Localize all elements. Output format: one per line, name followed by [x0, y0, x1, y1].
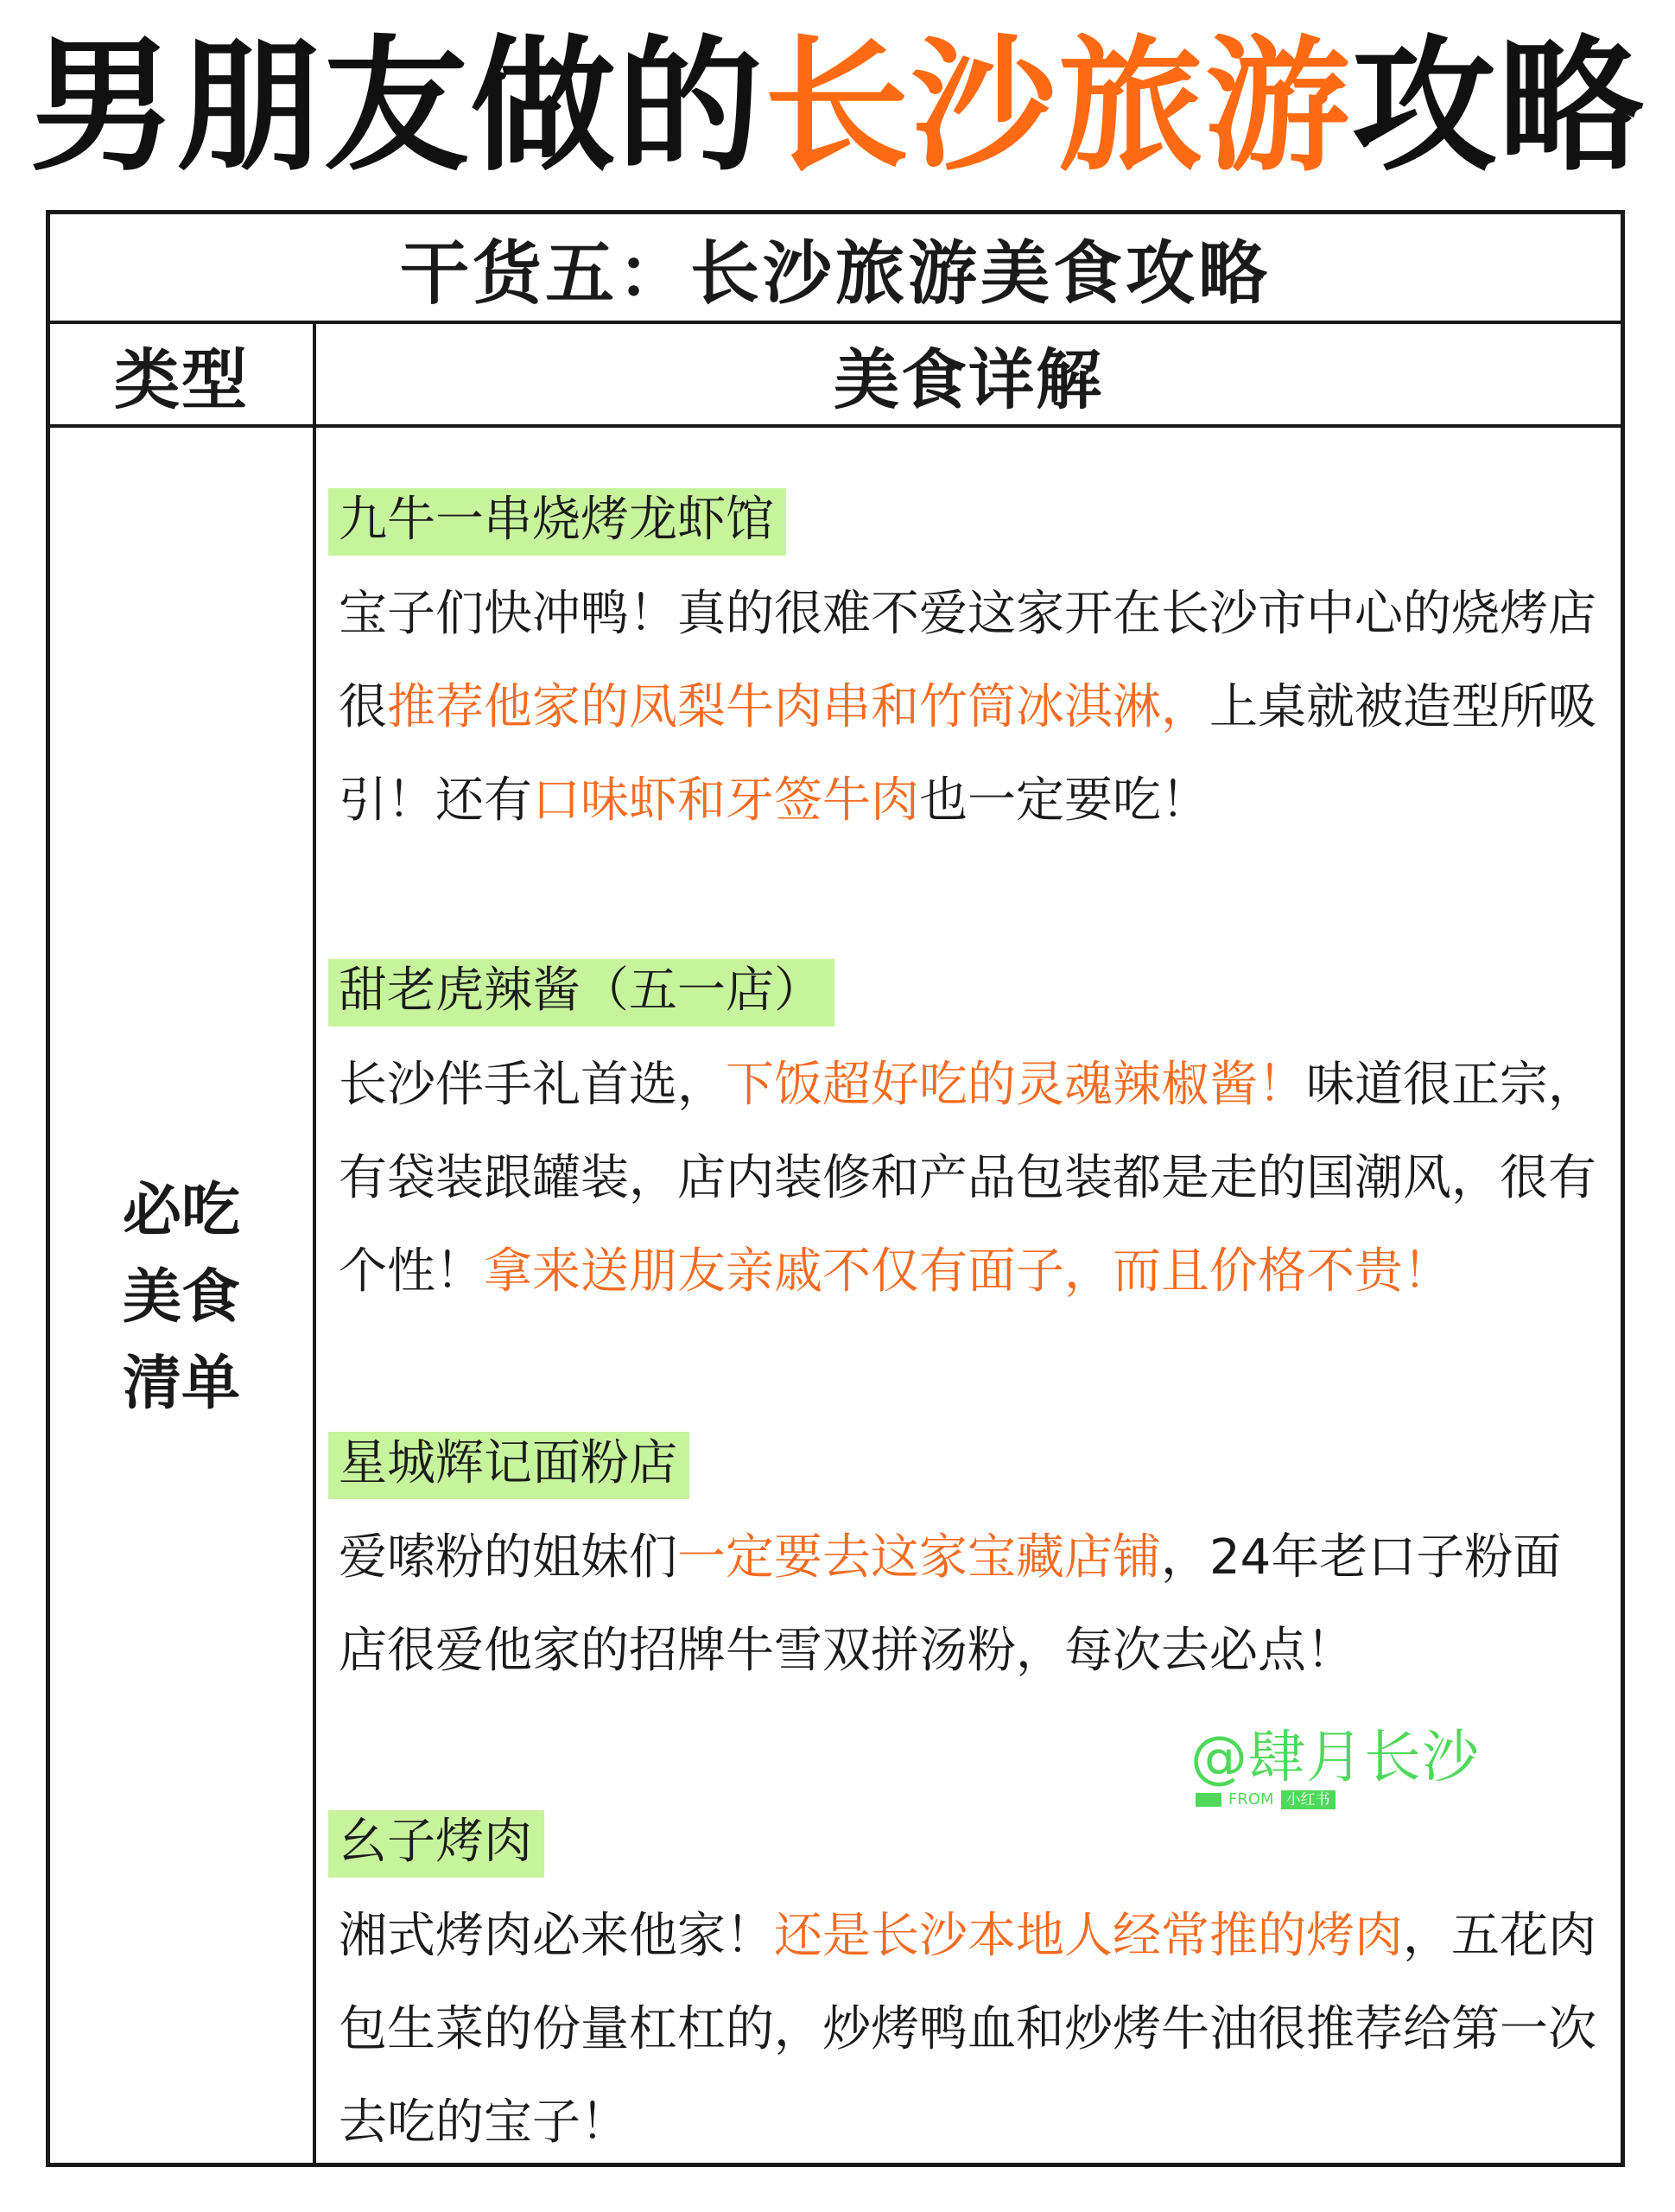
type-cell: [50, 428, 313, 2167]
title-accent: 长沙旅游: [764, 22, 1352, 191]
watermark-mark-icon: [1196, 1793, 1221, 1807]
highlight-text: 推荐他家的凤梨牛肉串和竹筒冰淇淋，: [387, 679, 1209, 735]
page-title: [0, 22, 1675, 191]
shop-description: [339, 1511, 1608, 1698]
description-text: 上桌就被造型所吸引！还有: [339, 679, 1596, 829]
description-text: 湘式烤肉必来他家！: [339, 1908, 774, 1964]
shop-description: [339, 568, 1608, 848]
description-text: 宝子们快冲鸭！真的很难不爱这家开在长沙市中心的烧烤店很: [339, 586, 1596, 735]
shop-description: [339, 1890, 1608, 2170]
watermark: [1190, 1724, 1480, 1821]
shop-entry: [328, 488, 1615, 848]
watermark-from: FROM: [1228, 1790, 1274, 1808]
shop-entry: [328, 1810, 1615, 2170]
type-label: 必吃美食清单: [122, 1176, 240, 1418]
description-text: ，五花肉包生菜的份量杠杠的，炒烤鸭血和炒烤牛油很推荐给第一次去吃的宝子！: [339, 1908, 1596, 2151]
description-text: 味道很正宗，有袋装跟罐装，店内装修和产品包装都是走的国潮风，很有个性！: [339, 1057, 1596, 1300]
table-title: 干货五：长沙旅游美食攻略: [50, 214, 1621, 324]
detail-cell: [316, 428, 1621, 2167]
watermark-handle: @肆月长沙: [1190, 1724, 1480, 1790]
guide-table: [46, 210, 1625, 2167]
description-text: 长沙伴手礼首选，: [339, 1057, 726, 1113]
title-suffix: 攻略: [1351, 22, 1646, 191]
shop-name: 甜老虎辣酱（五一店）: [328, 959, 834, 1027]
shop-entry: [328, 959, 1615, 1319]
shop-entry: [328, 1432, 1615, 1698]
description-text: 爱嗦粉的姐妹们: [339, 1529, 677, 1586]
highlight-text: 还是长沙本地人经常推的烤肉: [774, 1908, 1403, 1964]
shop-description: [339, 1039, 1608, 1319]
highlight-text: 一定要去这家宝藏店铺: [677, 1529, 1161, 1586]
shop-name: 幺子烤肉: [328, 1810, 544, 1878]
column-header-type: 类型: [114, 340, 249, 418]
watermark-badge: 小红书: [1281, 1790, 1336, 1809]
column-header-detail: 美食详解: [834, 340, 1103, 418]
description-text: 也一定要吃！: [919, 772, 1209, 829]
shop-name: 星城辉记面粉店: [328, 1432, 689, 1499]
highlight-text: 拿来送朋友亲戚不仅有面子，而且价格不贵！: [484, 1243, 1451, 1300]
shop-name: 九牛一串烧烤龙虾馆: [328, 488, 786, 556]
description-text: ，24年老口子粉面店很爱他家的招牌牛雪双拼汤粉，每次去必点！: [339, 1529, 1562, 1679]
title-prefix: 男朋友做的: [29, 22, 765, 191]
table-header-row: [50, 324, 1621, 428]
highlight-text: 下饭超好吃的灵魂辣椒酱！: [726, 1057, 1306, 1113]
watermark-source: [1196, 1790, 1475, 1809]
highlight-text: 口味虾和牙签牛肉: [532, 772, 919, 829]
